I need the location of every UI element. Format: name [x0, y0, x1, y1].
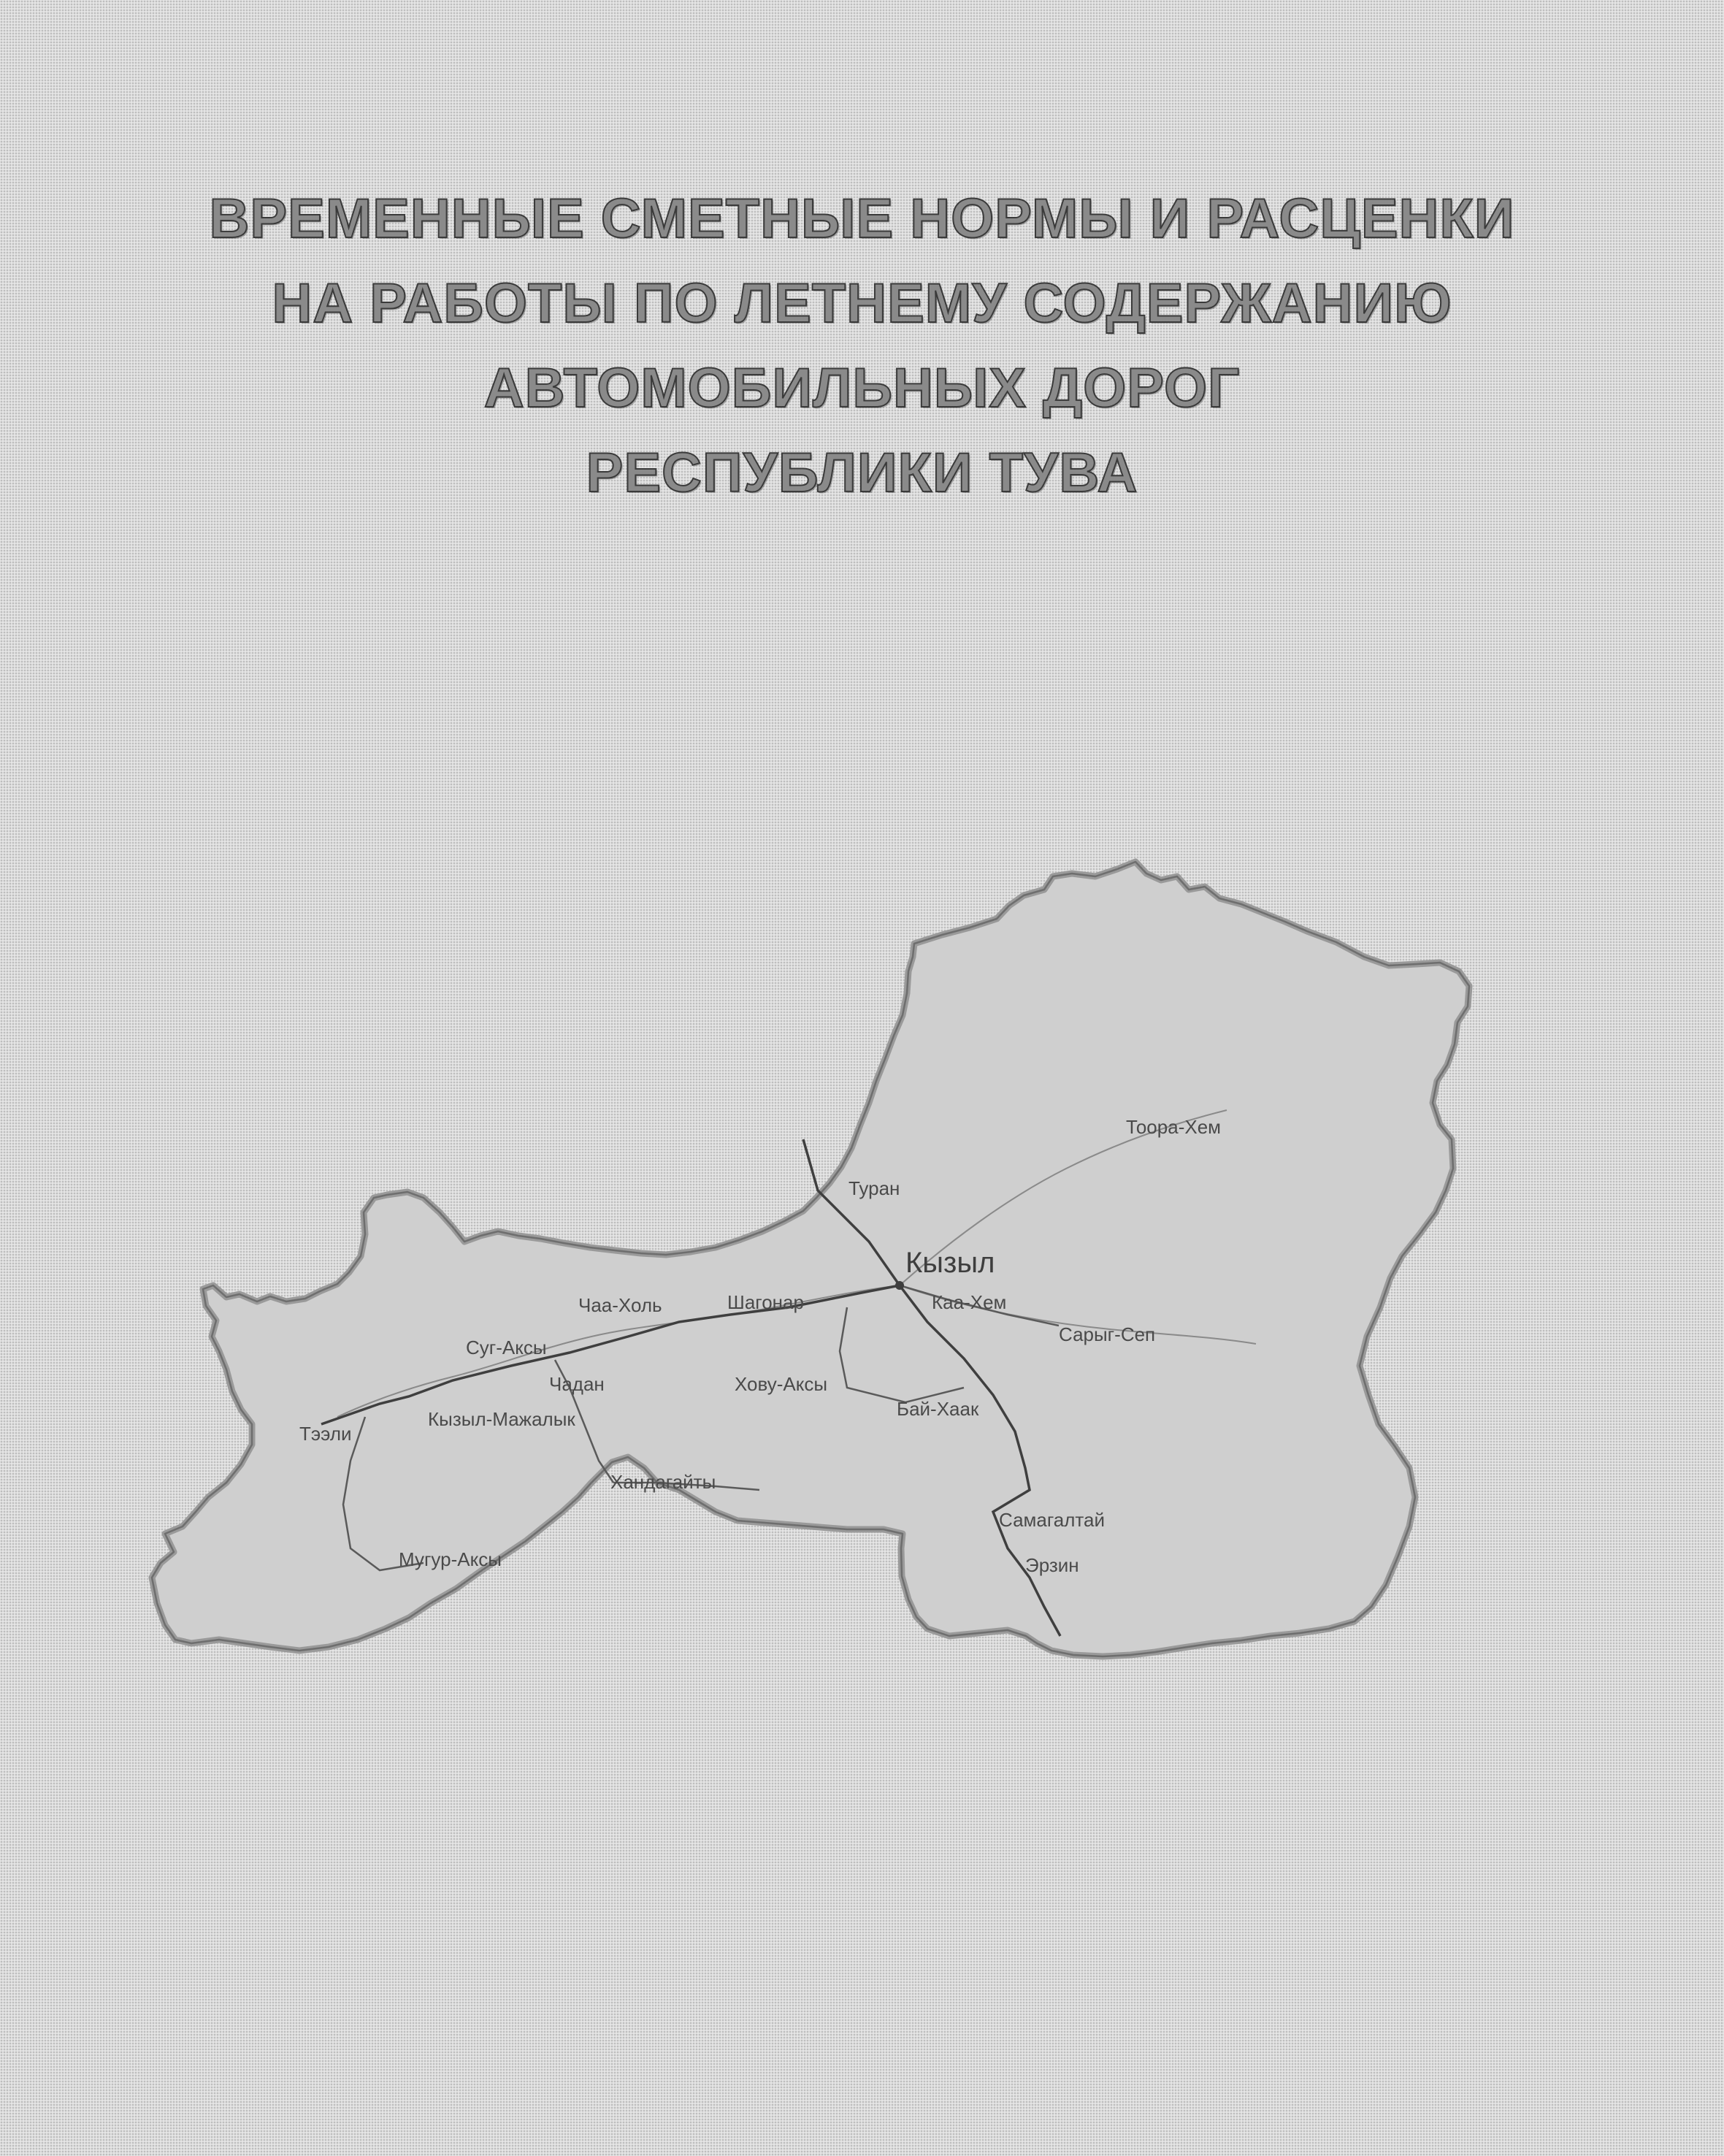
place-label-khandagaity: Хандагайты: [610, 1471, 716, 1493]
place-label-teeli: Тээли: [299, 1423, 352, 1445]
place-label-bai-khaak: Бай-Хаак: [897, 1398, 979, 1420]
capital-marker: [895, 1281, 904, 1290]
title-line-4: РЕСПУБЛИКИ ТУВА: [586, 442, 1138, 504]
place-label-samagaltai: Самагалтай: [999, 1509, 1106, 1531]
place-label-saryg-sep: Сарыг-Сеп: [1059, 1323, 1156, 1345]
place-label-chaa-khol: Чаа-Холь: [578, 1294, 662, 1316]
place-label-turan: Туран: [848, 1177, 900, 1199]
place-label-khovu-aksy: Хову-Аксы: [735, 1373, 828, 1395]
place-label-kyzyl-mazhalyk: Кызыл-Мажалык: [428, 1408, 575, 1430]
place-label-sug-aksy: Суг-Аксы: [466, 1337, 547, 1358]
place-label-chadan: Чадан: [549, 1373, 605, 1395]
title-line-2: НА РАБОТЫ ПО ЛЕТНЕМУ СОДЕРЖАНИЮ: [272, 272, 1452, 335]
capital-label: Кызыл: [905, 1247, 995, 1279]
title-line-1: ВРЕМЕННЫЕ СМЕТНЫЕ НОРМЫ И РАСЦЕНКИ: [209, 188, 1515, 250]
place-label-mugur-aksy: Мугур-Аксы: [399, 1548, 502, 1570]
place-label-kaa-khem: Каа-Хем: [932, 1291, 1007, 1313]
place-label-toora-khem: Тоора-Хем: [1126, 1116, 1222, 1138]
place-label-erzin: Эрзин: [1025, 1554, 1079, 1576]
place-label-shagonar: Шагонар: [727, 1291, 804, 1313]
title-line-3: АВТОМОБИЛЬНЫХ ДОРОГ: [483, 357, 1241, 419]
